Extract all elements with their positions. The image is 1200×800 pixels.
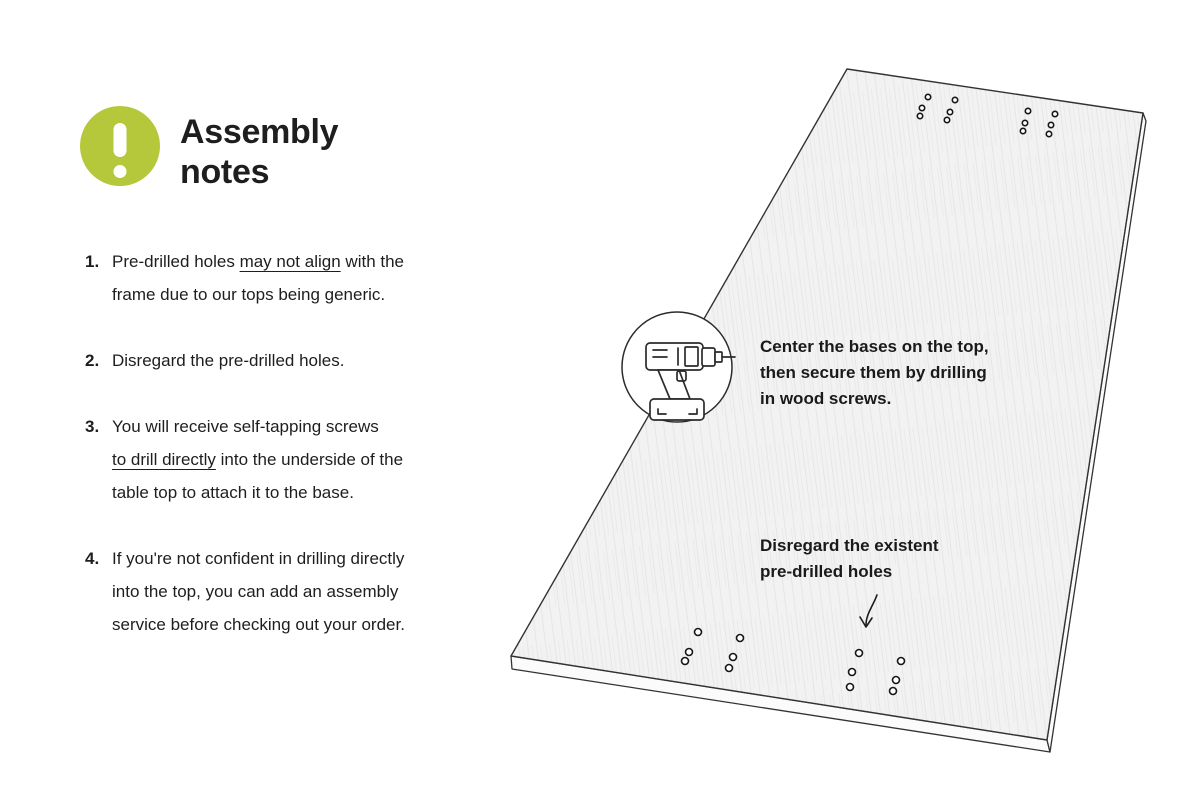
list-number: 1. [85,252,100,271]
list-text-line: to drill directly into the underside of the [112,450,404,469]
list-number: 4. [85,549,100,568]
pre-drilled-hole [952,97,957,102]
pre-drilled-hole [737,635,744,642]
pre-drilled-hole [847,684,854,691]
list-text-line: service before checking out your order. [112,615,405,634]
pre-drilled-hole [1048,122,1053,127]
list-item [85,410,525,509]
list-text-line: into the top, you can add an assembly [112,582,399,601]
pre-drilled-hole [1025,108,1030,113]
underlined-phrase: may not align [239,252,341,271]
list-text-line: frame due to our tops being generic. [112,285,386,304]
list-text-line: Disregard the pre-drilled holes. [112,351,345,370]
list-number: 3. [85,417,100,436]
page-title-line2: notes [180,153,270,191]
list-text-line: You will receive self-tapping screws [112,417,379,436]
list-item [85,542,525,641]
page-title [180,112,338,192]
notes-list [85,245,525,674]
list-text-line: Pre-drilled holes may not align with the [112,252,404,271]
pre-drilled-hole [1022,120,1027,125]
underlined-phrase: to drill directly [112,450,216,469]
list-text [112,410,403,509]
pre-drilled-hole [947,109,952,114]
list-text [112,245,404,311]
pre-drilled-hole [856,650,863,657]
annotation-center-bases [760,334,989,412]
annotation-line: in wood screws. [760,389,892,408]
pre-drilled-hole [944,117,949,122]
pre-drilled-hole [686,649,693,656]
annotation-line: Disregard the existent [760,536,939,555]
annotation-line: pre-drilled holes [760,562,893,581]
annotation-line: then secure them by drilling [760,363,987,382]
list-text-line: If you're not confident in drilling directly [112,549,405,568]
pre-drilled-hole [1052,111,1057,116]
page-title-line1: Assembly [180,113,339,151]
list-item [85,344,525,377]
pre-drilled-hole [890,688,897,695]
list-number: 2. [85,351,100,370]
annotation-disregard-holes [760,533,939,585]
pre-drilled-hole [919,105,924,110]
list-text [112,542,405,641]
pre-drilled-hole [1020,128,1025,133]
pre-drilled-hole [925,94,930,99]
pre-drilled-hole [695,629,702,636]
annotation-line: Center the bases on the top, [760,337,989,356]
list-text-line: table top to attach it to the base. [112,483,354,502]
pre-drilled-hole [1046,131,1051,136]
pre-drilled-hole [898,658,905,665]
pre-drilled-hole [849,669,856,676]
pre-drilled-hole [730,654,737,661]
pre-drilled-hole [726,665,733,672]
exclamation-icon [80,106,160,186]
list-text [112,344,344,377]
pre-drilled-hole [893,677,900,684]
list-item [85,245,525,311]
pre-drilled-hole [917,113,922,118]
pre-drilled-hole [682,658,689,665]
